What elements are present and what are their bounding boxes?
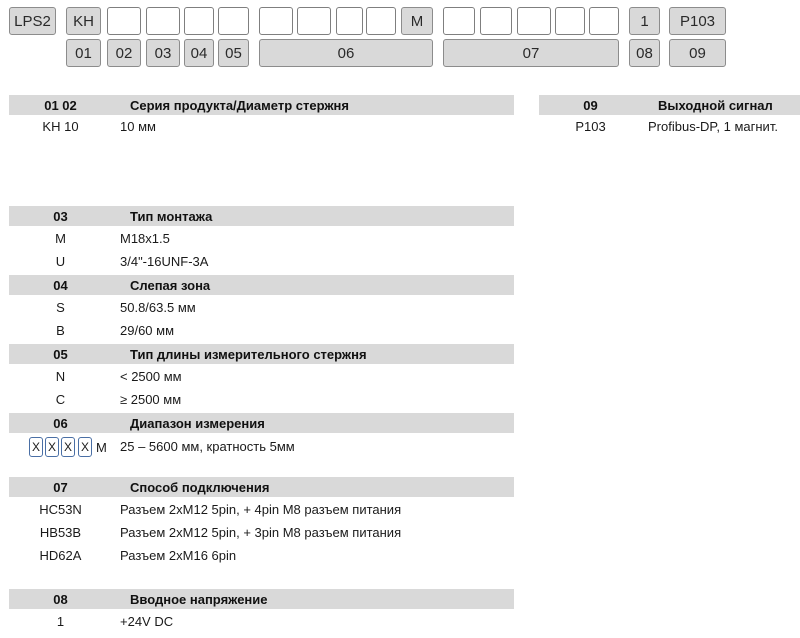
section-title: Вводное напряжение — [130, 592, 268, 607]
option-code: HC53N — [39, 502, 82, 517]
section-code: 04 — [53, 278, 68, 293]
section-code: 01 02 — [44, 98, 77, 113]
code-box-06-4[interactable] — [366, 7, 396, 35]
option-code: KH 10 — [42, 119, 79, 134]
section-header-mounting — [9, 206, 514, 226]
code-box-06-1[interactable] — [259, 7, 293, 35]
code-box-series: LPS2 — [9, 7, 56, 35]
code-box-02[interactable] — [107, 7, 141, 35]
code-box-07-1[interactable] — [443, 7, 475, 35]
option-description: Разъем 2xM16 6pin — [120, 548, 237, 563]
section-header-connection — [9, 477, 514, 497]
section-title: Выходной сигнал — [658, 98, 773, 113]
option-description: M18x1.5 — [120, 231, 170, 246]
section-code: 09 — [583, 98, 598, 113]
table-row — [9, 523, 514, 543]
code-box-06-2[interactable] — [297, 7, 331, 35]
section-header-output — [539, 95, 800, 115]
option-description: 10 мм — [120, 119, 156, 134]
section-title: Диапазон измерения — [130, 416, 265, 431]
option-code: HD62A — [39, 548, 82, 563]
table-row — [9, 229, 514, 249]
option-code: 1 — [56, 614, 65, 629]
option-code: HB53B — [39, 525, 82, 540]
range-digit-box: X — [61, 437, 75, 457]
section-header-rod-length-type — [9, 344, 514, 364]
section-header-dead-zone — [9, 275, 514, 295]
table-row — [9, 252, 514, 272]
table-row — [9, 546, 514, 566]
option-code: P103 — [575, 119, 606, 134]
code-box-03[interactable] — [146, 7, 180, 35]
position-label-06: 06 — [259, 39, 433, 67]
table-row — [9, 437, 514, 457]
table-row — [9, 500, 514, 520]
section-header-supply-voltage — [9, 589, 514, 609]
section-title: Тип длины измерительного стержня — [130, 347, 367, 362]
option-description: Разъем 2xM12 5pin, + 3pin M8 разъем питания — [120, 525, 402, 540]
code-box-07-3[interactable] — [517, 7, 551, 35]
option-description: +24V DC — [120, 614, 174, 629]
position-label-07: 07 — [443, 39, 619, 67]
position-label-05: 05 — [218, 39, 249, 67]
option-description: 25 – 5600 мм, кратность 5мм — [120, 439, 295, 454]
range-digit-box: X — [45, 437, 59, 457]
section-header-measuring-range — [9, 413, 514, 433]
section-title: Тип монтажа — [130, 209, 213, 224]
section-code: 06 — [53, 416, 68, 431]
option-description: < 2500 мм — [120, 369, 182, 384]
table-row — [9, 117, 514, 137]
option-code: N — [55, 369, 66, 384]
range-unit-letter: M — [96, 440, 107, 455]
table-row — [9, 367, 514, 387]
option-description: Profibus-DP, 1 магнит. — [648, 119, 778, 134]
option-description: 50.8/63.5 мм — [120, 300, 196, 315]
table-row — [9, 390, 514, 410]
code-box-output: P103 — [669, 7, 726, 35]
option-code: B — [56, 323, 65, 338]
table-row — [9, 612, 514, 632]
option-code: S — [56, 300, 65, 315]
section-title: Слепая зона — [130, 278, 211, 293]
option-description: 29/60 мм — [120, 323, 175, 338]
code-box-06-unit: M — [401, 7, 433, 35]
option-description: 3/4"-16UNF-3A — [120, 254, 209, 269]
section-code: 07 — [53, 480, 68, 495]
table-row — [539, 117, 800, 137]
position-label-01: 01 — [66, 39, 101, 67]
range-digit-box: X — [78, 437, 92, 457]
section-header-series — [9, 95, 514, 115]
code-box-07-2[interactable] — [480, 7, 512, 35]
option-code: U — [55, 254, 66, 269]
position-label-04: 04 — [184, 39, 214, 67]
section-code: 03 — [53, 209, 68, 224]
section-code: 08 — [53, 592, 68, 607]
option-description: ≥ 2500 мм — [120, 392, 182, 407]
code-box-04[interactable] — [184, 7, 214, 35]
position-label-09: 09 — [669, 39, 726, 67]
code-box-voltage: 1 — [629, 7, 660, 35]
section-title: Способ подключения — [130, 480, 270, 495]
option-code: M — [55, 231, 66, 246]
table-row — [9, 321, 514, 341]
position-label-08: 08 — [629, 39, 660, 67]
table-row — [9, 298, 514, 318]
section-title: Серия продукта/Диаметр стержня — [130, 98, 349, 113]
code-box-05[interactable] — [218, 7, 249, 35]
option-description: Разъем 2xM12 5pin, + 4pin M8 разъем питания — [120, 502, 402, 517]
position-label-02: 02 — [107, 39, 141, 67]
section-code: 05 — [53, 347, 68, 362]
code-box-07-4[interactable] — [555, 7, 585, 35]
position-label-03: 03 — [146, 39, 180, 67]
code-box-07-5[interactable] — [589, 7, 619, 35]
range-digit-box: X — [29, 437, 43, 457]
code-box-06-3[interactable] — [336, 7, 363, 35]
code-box-diameter: KH — [66, 7, 101, 35]
option-code: C — [55, 392, 66, 407]
